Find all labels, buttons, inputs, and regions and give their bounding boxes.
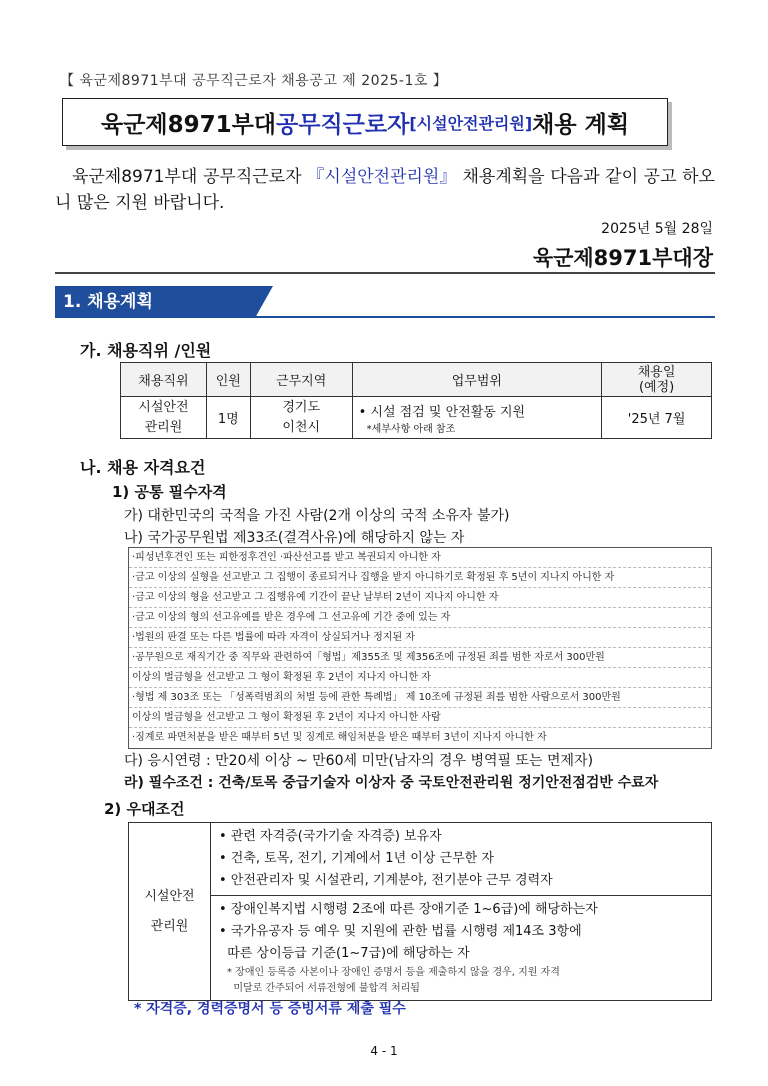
notice-date: 2025년 5월 28일 — [601, 221, 713, 237]
req-ga: 가) 대한민국의 국적을 가진 사람(2개 이상의 국적 소유자 불가) — [124, 508, 510, 524]
preference-table — [128, 822, 712, 1001]
disqualification-item: ·공무원으로 재직기간 중 직무와 관련하여「형법」제355조 및 제356조에 규정된 죄를 범한 자로서 300만원 — [129, 648, 711, 668]
intro-text-after: 채용계획을 다음과 같이 공고 하오니 많은 지원 바랍니다. — [55, 167, 715, 213]
preference-group1 — [211, 823, 712, 896]
signer: 육군제8971부대장 — [532, 246, 713, 270]
preference-position: 시설안전 관리원 — [129, 823, 211, 1001]
preference-note: * 장애인 등록증 사본이나 장애인 증명서 등을 제출하지 않을 경우, 지원 자격 미달로 간주되어 서류전형에 불합격 처리됨 — [227, 967, 560, 994]
req-da: 다) 응시연령 : 만20세 이상 ~ 만60세 미만(남자의 경우 병역필 또는 면제자) — [124, 753, 594, 769]
preference-item: 따른 상이등급 기준(1~7급)에 해당하는 자 — [219, 946, 470, 961]
section-underline — [55, 316, 715, 318]
scope-note: *세부사항 아래 참조 — [366, 423, 456, 435]
disqualification-item: ·금고 이상의 실형을 선고받고 그 집행이 종료되거나 집행을 받지 아니하기로 확정된 후 5년이 지나지 아니한 자 — [129, 568, 711, 588]
recruitment-table — [120, 362, 712, 439]
divider — [55, 272, 715, 274]
intro-text-before: 육군제8971부대 공무직근로자 — [71, 167, 308, 187]
common-title: 1) 공통 필수자격 — [112, 483, 227, 501]
section-tab-slant — [255, 286, 273, 318]
preference-item: • 건축, 토목, 전기, 기계에서 1년 이상 근무한 자 — [219, 851, 494, 866]
preference-item: • 안전관리자 및 시설관리, 기계분야, 전기분야 근무 경력자 — [219, 873, 553, 888]
title-part1: 육군제8971부대 — [100, 111, 277, 138]
document-title — [62, 98, 668, 146]
header-region: 근무지역 — [250, 363, 352, 397]
subsection-b-title: 나. 채용 자격요건 — [80, 458, 206, 477]
preference-group2 — [211, 896, 712, 1001]
header-count: 인원 — [206, 363, 250, 397]
preference-item: • 관련 자격증(국가기술 자격증) 보유자 — [219, 829, 442, 844]
section-header — [55, 286, 715, 318]
page-number: 4 - 1 — [370, 1044, 398, 1058]
disqualification-item: ·피성년후견인 또는 피한정후견인 ·파산선고를 받고 복권되지 아니한 자 — [129, 548, 711, 568]
table-header-row — [121, 363, 712, 397]
disqualification-item: ·금고 이상의 형을 선고받고 그 집행유예 기간이 끝난 날부터 2년이 지나지 아니한 자 — [129, 588, 711, 608]
intro-paragraph — [55, 164, 715, 216]
notice-number: 【 육군제8971부대 공무직근로자 채용공고 제 2025-1호 】 — [60, 73, 448, 89]
preference-item: • 장애인복지법 시행령 2조에 따른 장애기준 1~6급)에 해당하는자 — [219, 902, 598, 917]
preference-item: • 국가유공자 등 예우 및 지원에 관한 법률 시행령 제14조 3항에 — [219, 924, 582, 939]
disqualification-item: 이상의 벌금형을 선고받고 그 형이 확정된 후 2년이 지나지 아니한 자 — [129, 668, 711, 688]
header-scope: 업무범위 — [352, 363, 602, 397]
title-part2: 공무직근로자 — [276, 111, 410, 138]
title-part4: 채용 계획 — [532, 111, 630, 138]
preference-row — [129, 823, 712, 896]
table-row — [121, 397, 712, 439]
disqualification-item: ·징계로 파면처분을 받은 때부터 5년 및 징계로 해임처분을 받은 때부터 3년이 지나지 아니한 자 — [132, 732, 547, 743]
preference-row — [129, 896, 712, 1001]
disqualification-item: ·금고 이상의 형의 선고유예를 받은 경우에 그 선고유예 기간 중에 있는 자 — [129, 608, 711, 628]
cell-count: 1명 — [206, 397, 250, 439]
disqualification-item: 이상의 벌금형을 선고받고 그 형이 확정된 후 2년이 지나지 아니한 사람 — [129, 708, 711, 728]
cell-region: 경기도 이천시 — [250, 397, 352, 439]
req-na: 나) 국가공무원법 제33조(결격사유)에 해당하지 않는 자 — [124, 530, 465, 546]
required-docs-notice: * 자격증, 경력증명서 등 증빙서류 제출 필수 — [134, 1001, 406, 1017]
header-position: 채용직위 — [121, 363, 207, 397]
scope-main: • 시설 점검 및 안전활동 지원 — [358, 404, 526, 420]
cell-scope — [352, 397, 602, 439]
disqualification-box — [128, 547, 712, 749]
preference-title: 2) 우대조건 — [104, 800, 185, 818]
req-ra: 라) 필수조건 : 건축/토목 중급기술자 이상자 중 국토안전관리원 정기안전점검반 수료자 — [124, 775, 659, 791]
section-title: 1. 채용계획 — [55, 286, 255, 318]
disqualification-item: ·형법 제 303조 또는 「성폭력범죄의 처벌 등에 관한 특례법」 제 10조에 규정된 죄를 범한 사람으로서 300만원 — [129, 688, 711, 708]
disqualification-item: ·법원의 판결 또는 다른 법률에 따라 자격이 상실되거나 정지된 자 — [129, 628, 711, 648]
intro-highlight: 『시설안전관리원』 — [307, 167, 457, 187]
cell-date: '25년 7월 — [602, 397, 712, 439]
subsection-a-title: 가. 채용직위 /인원 — [80, 341, 212, 360]
header-date: 채용일 (예정) — [602, 363, 712, 397]
title-part3: [시설안전관리원] — [409, 113, 533, 133]
cell-position: 시설안전 관리원 — [121, 397, 207, 439]
